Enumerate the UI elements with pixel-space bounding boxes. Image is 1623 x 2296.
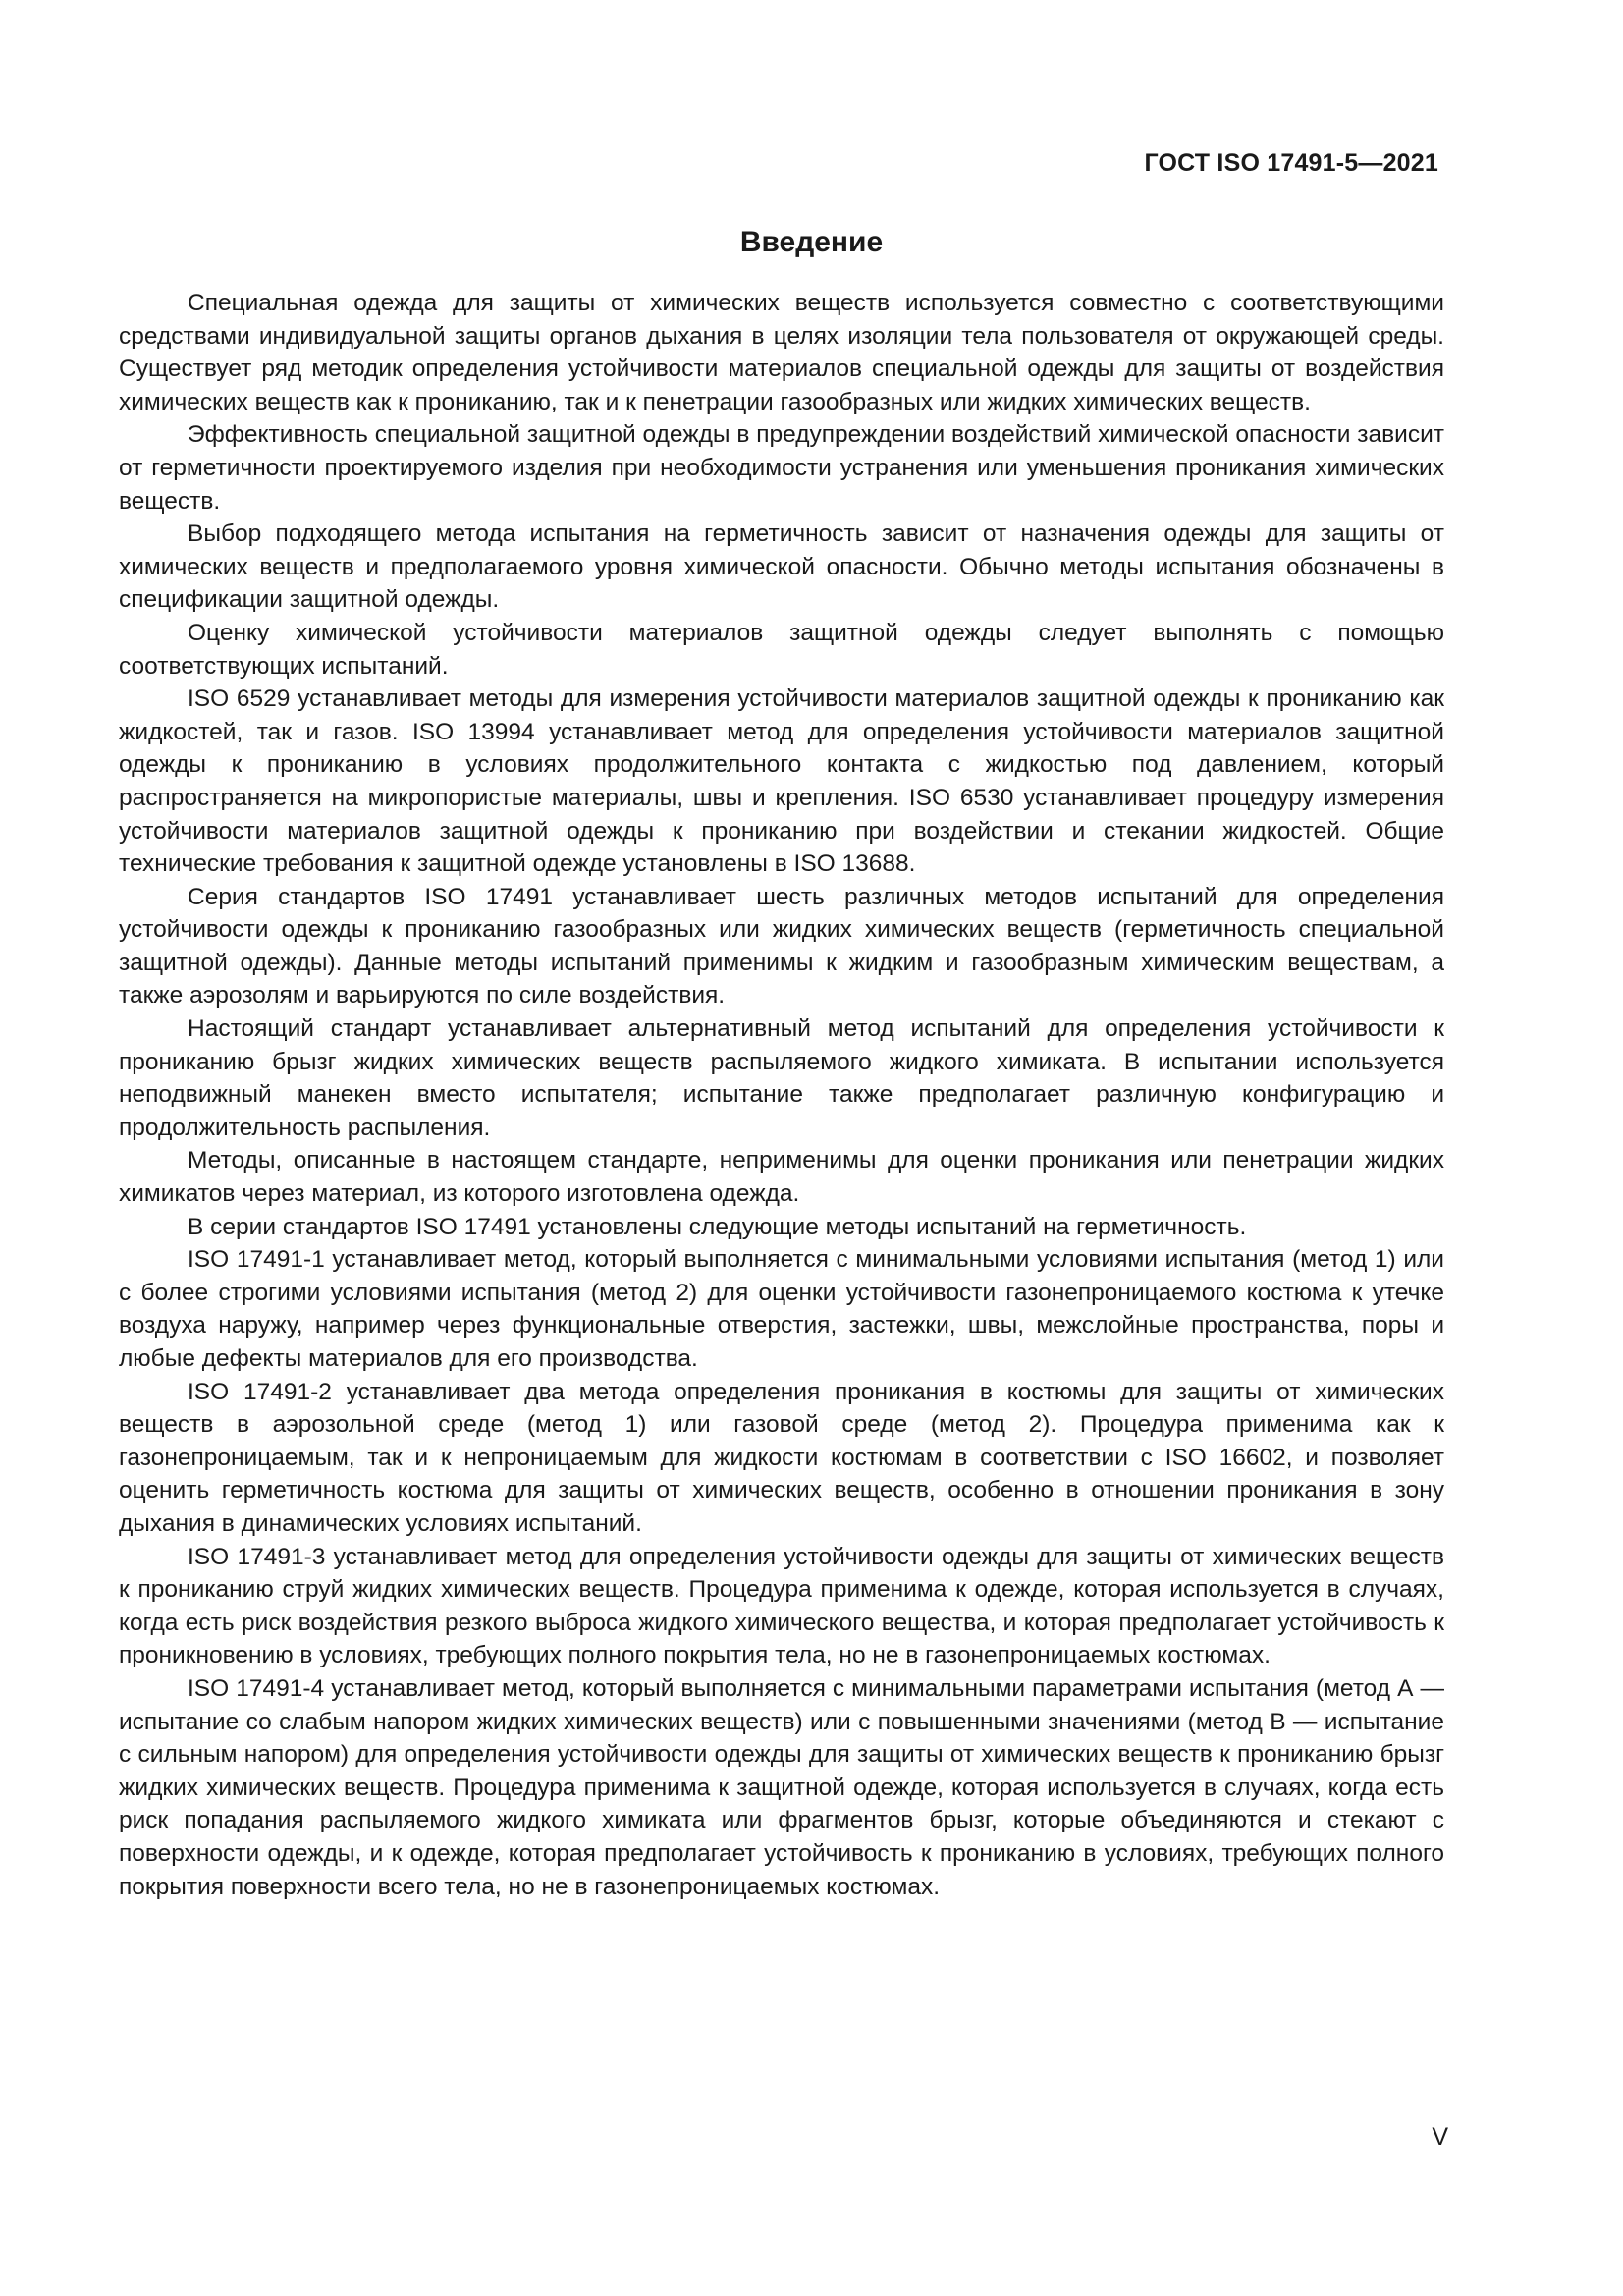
paragraph: Эффективность специальной защитной одежды в предупреждении воздействий химической опасности зависит от герметичности проектируемого изделия при необходимости устранения или уменьшения проникания химических веществ.	[119, 421, 1444, 515]
paragraph: Выбор подходящего метода испытания на герметичность зависит от назначения одежды для защиты от химических веществ и предполагаемого уровня химической опасности. Обычно методы испытания обозначены в спецификации защитной одежды.	[119, 520, 1444, 614]
paragraph: ISO 17491-4 устанавливает метод, который выполняется с минимальными параметрами испытания (метод А — испытание со слабым напором жидких химических веществ) или с повышенными значениями (метод В — испытание с сильным напором) для определения устойчивости одежды для защиты от химических веществ к прониканию брызг жидких химических веществ. Процедура применима к защитной одежде, которая используется в случаях, когда есть риск попадания распыляемого жидкого химиката или фрагментов брызг, которые объединяются и стекают с поверхности одежды, и к одежде, которая предполагает устойчивость к прониканию в условиях, требующих полного покрытия поверхности всего тела, но не в газонепроницаемых костюмах.	[119, 1674, 1444, 1900]
paragraph: ISO 17491-3 устанавливает метод для определения устойчивости одежды для защиты от химических веществ к прониканию струй жидких химических веществ. Процедура применима к одежде, которая используется в случаях, когда есть риск воздействия резкого выброса жидкого химического вещества, и которая предполагает устойчивость к проникновению в условиях, требующих полного покрытия тела, но не в газонепроницаемых костюмах.	[119, 1543, 1444, 1669]
paragraph: Настоящий стандарт устанавливает альтернативный метод испытаний для определения устойчивости к прониканию брызг жидких химических веществ распыляемого жидкого химиката. В испытании используется неподвижный манекен вместо испытателя; испытание также предполагает различную конфигурацию и продолжительность распыления.	[119, 1015, 1444, 1141]
paragraph: ISO 17491-2 устанавливает два метода определения проникания в костюмы для защиты от химических веществ в аэрозольной среде (метод 1) или газовой среде (метод 2). Процедура применима как к газонепроницаемым, так и к непроницаемым для жидкости костюмам в соответствии с ISO 16602, и позволяет оценить герметичность костюма для защиты от химических веществ, особенно в отношении проникания в зону дыхания в динамических условиях испытаний.	[119, 1378, 1444, 1537]
document-code-header: ГОСТ ISO 17491-5—2021	[1144, 149, 1438, 177]
body-text	[119, 287, 1444, 1903]
paragraph: Специальная одежда для защиты от химических веществ используется совместно с соответствующими средствами индивидуальной защиты органов дыхания в целях изоляции тела пользователя от окружающей среды. Существует ряд методик определения устойчивости материалов специальной одежды для защиты от воздействия химических веществ как к прониканию, так и к пенетрации газообразных или жидких химических веществ.	[119, 290, 1444, 415]
paragraph: ISO 17491-1 устанавливает метод, который выполняется с минимальными условиями испытания (метод 1) или с более строгими условиями испытания (метод 2) для оценки устойчивости газонепроницаемого костюма к утечке воздуха наружу, например через функциональные отверстия, застежки, швы, межслойные пространства, поры и любые дефекты материалов для его производства.	[119, 1246, 1444, 1372]
page-number: V	[1432, 2123, 1448, 2151]
section-title: Введение	[739, 226, 884, 258]
paragraph: Оценку химической устойчивости материалов защитной одежды следует выполнять с помощью соответствующих испытаний.	[119, 619, 1444, 680]
paragraph: Серия стандартов ISO 17491 устанавливает шесть различных методов испытаний для определения устойчивости одежды к прониканию газообразных или жидких химических веществ (герметичность специальной защитной одежды). Данные методы испытаний применимы к жидким и газообразным химическим веществам, а также аэрозолям и варьируются по силе воздействия.	[119, 883, 1444, 1010]
paragraph: В серии стандартов ISO 17491 установлены следующие методы испытаний на герметичность.	[188, 1213, 1247, 1240]
paragraph: Методы, описанные в настоящем стандарте, неприменимы для оценки проникания или пенетрации жидких химикатов через материал, из которого изготовлена одежда.	[119, 1147, 1444, 1208]
paragraph: ISO 6529 устанавливает методы для измерения устойчивости материалов защитной одежды к прониканию как жидкостей, так и газов. ISO 13994 устанавливает метод для определения устойчивости материалов защитной одежды к прониканию в условиях продолжительного контакта с жидкостью под давлением, который распространяется на микропористые материалы, швы и крепления. ISO 6530 устанавливает процедуру измерения устойчивости материалов защитной одежды к прониканию при воздействии и стекании жидкостей. Общие технические требования к защитной одежде установлены в ISO 13688.	[119, 685, 1444, 878]
